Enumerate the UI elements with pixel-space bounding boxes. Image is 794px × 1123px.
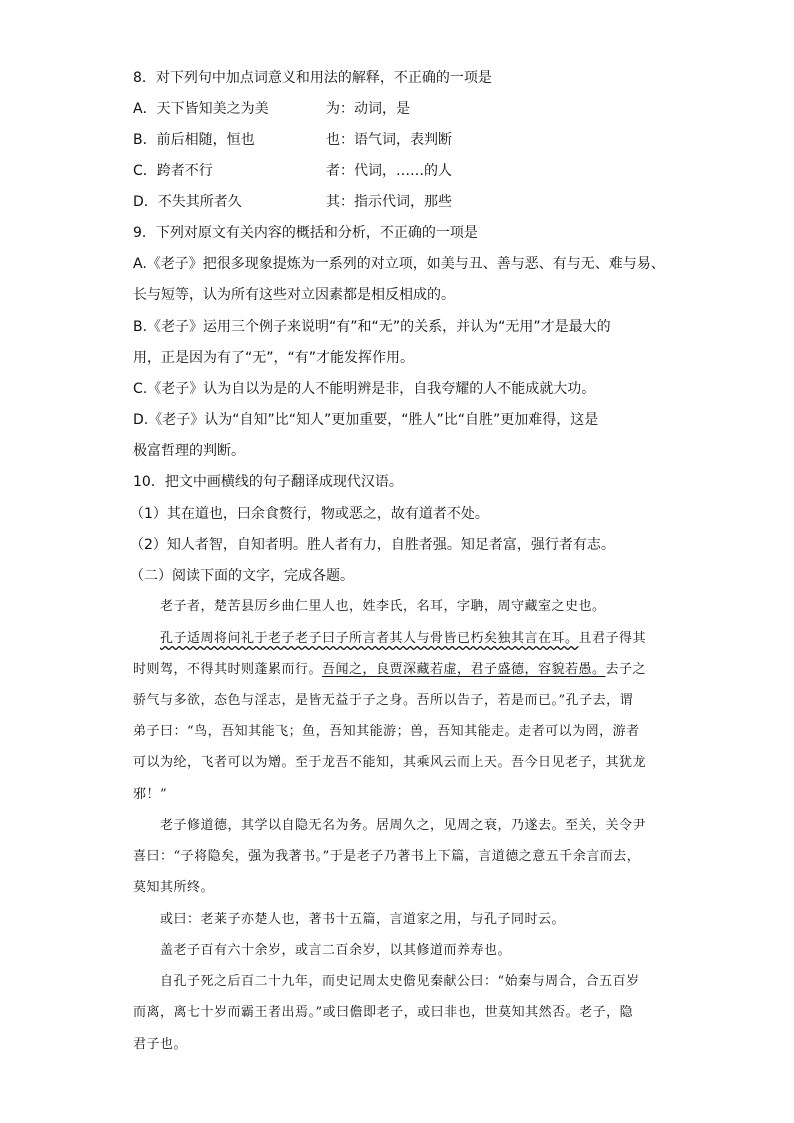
q9-line: B.《老子》运用三个例子来说明“有”和“无”的关系，并认为“无用”才是最大的	[133, 319, 611, 335]
passage-paragraph: 自孔子死之后百二十九年，而史记周太史儋见秦献公曰：“始秦与周合，合五百岁	[160, 974, 640, 989]
q10-item: （2）知人者智，自知者明。胜人者有力，自胜者强。知足者富，强行者有志。	[130, 537, 615, 553]
passage-text: 去子之	[605, 662, 647, 677]
q8-option-d-note: 其：指示代词，那些	[326, 194, 452, 210]
underlined-sentence: 孔子适周将问礼于老子老子曰子所言者其人与骨皆已朽矣独其言在耳。	[160, 631, 579, 646]
passage-paragraph: 盖老子百有六十余岁，或言二百余岁，以其修道而养寿也。	[160, 943, 512, 958]
section-heading: （二）阅读下面的文字，完成各题。	[130, 568, 354, 584]
q8-option-b-text: B．前后相随，恒也	[133, 132, 255, 148]
passage-line: 君子也。	[133, 1037, 188, 1052]
passage-paragraph: 或曰：老莱子亦楚人也，著书十五篇，言道家之用，与孔子同时云。	[160, 912, 566, 927]
passage-line: 莫知其所终。	[133, 880, 215, 895]
q8-option-a-text: A．天下皆知美之为美	[133, 101, 269, 117]
q9-line: A.《老子》把很多现象提炼为一系列的对立项，如美与丑、善与恶、有与无、难与易、	[133, 256, 665, 272]
passage-line: 邪！”	[133, 787, 168, 802]
passage-line: 可以为纶，飞者可以为矰。至于龙吾不能知，其乘风云而上天。吾今日见老子，其犹龙	[133, 755, 647, 770]
q8-option-a-note: 为：动词，是	[326, 101, 410, 117]
q9-line: 极富哲理的判断。	[133, 443, 245, 459]
passage-line: 弟子曰：“鸟，吾知其能飞；鱼，吾知其能游；兽，吾知其能走。走者可以为罔，游者	[133, 724, 640, 739]
q8-option-d-text: D．不失其所者久	[133, 194, 242, 210]
passage-text: 时则驾，不得其时则蓬累而行。	[133, 662, 323, 677]
q10-stem: 10．把文中画横线的句子翻译成现代汉语。	[133, 474, 403, 490]
q9-line: C.《老子》认为自以为是的人不能明辨是非，自我夸耀的人不能成就大功。	[133, 381, 596, 397]
passage-text: 且君子得其	[578, 631, 647, 646]
q9-line: 用，正是因为有了“无”，“有”才能发挥作用。	[133, 350, 415, 366]
q8-option-c	[133, 161, 733, 181]
passage-line: 骄气与多欲，态色与淫志，是皆无益于子之身。吾所以告子，若是而已。”孔子去，谓	[133, 693, 634, 708]
q9-stem: 9．下列对原文有关内容的概括和分析，不正确的一项是	[133, 225, 478, 241]
q9-line: D.《老子》认为“自知”比“知人”更加重要，“胜人”比“自胜”更加难得，这是	[133, 412, 599, 428]
q8-option-c-text: C．跨者不行	[133, 163, 213, 179]
passage-line: 而离，离七十岁而霸王者出焉。”或曰儋即老子，或曰非也，世莫知其然否。老子，隐	[133, 1005, 634, 1020]
q8-option-d	[133, 192, 733, 212]
q10-item: （1）其在道也，曰余食赘行，物或恶之，故有道者不处。	[130, 506, 489, 522]
q8-option-b-note: 也：语气词，表判断	[326, 132, 452, 148]
q8-option-a	[133, 99, 733, 119]
passage-paragraph	[160, 629, 646, 649]
q8-option-c-note: 者：代词，……的人	[326, 163, 452, 179]
passage-paragraph: 老子者，楚苦县厉乡曲仁里人也，姓李氏，名耳，字聃，周守藏室之史也。	[160, 599, 606, 614]
q9-line: 长与短等，认为所有这些对立因素都是相反相成的。	[133, 287, 455, 303]
q8-stem: 8．对下列句中加点词意义和用法的解释，不正确的一项是	[133, 70, 492, 86]
passage-line: 喜曰：“子将隐矣，强为我著书。”于是老子乃著书上下篇，言道德之意五千余言而去，	[133, 849, 641, 864]
passage-paragraph: 老子修道德，其学以自隐无名为务。居周久之，见周之衰，乃遂去。至关，关令尹	[160, 818, 647, 833]
q8-option-b	[133, 130, 733, 150]
underlined-sentence: 吾闻之，良贾深藏若虚，君子盛德，容貌若愚。	[322, 662, 606, 677]
passage-line	[133, 660, 646, 680]
